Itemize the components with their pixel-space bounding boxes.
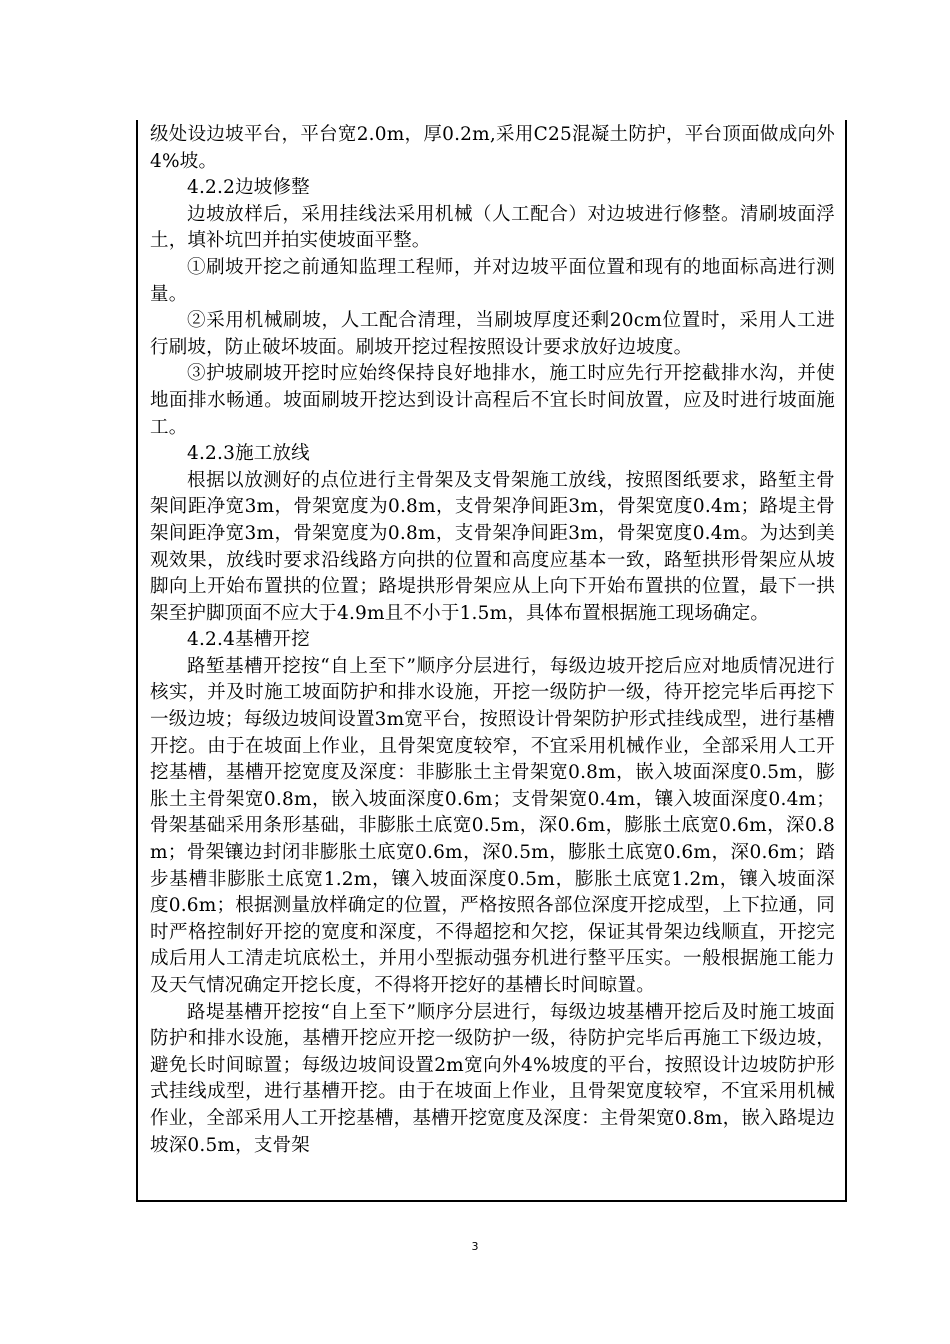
heading-4-2-4: 4.2.4基槽开挖 [187, 629, 310, 651]
document-table-cell [136, 120, 847, 1202]
paragraph-step-1: ①刷坡开挖之前通知监理工程师，并对边坡平面位置和现有的地面标高进行测量。 [150, 256, 835, 305]
paragraph-fill-trench: 路堤基槽开挖按“自上至下”顺序分层进行，每级边坡基槽开挖后及时施工坡面防护和排水设施，基槽开挖应开挖一级防护一级，待防护完毕后再施工下级边坡，避免长时间晾置；每级边坡间设置2m宽向外4%坡度的平台，按照设计边坡防护形式挂线成型，进行基槽开挖。由于在坡面上作业，且骨架宽度较窄，不宜采用机械作业，全部采用人工开挖基槽，基槽开挖宽度及深度：主骨架宽0.8m，嵌入路堤边坡深0.5m，支骨架 [150, 1001, 835, 1156]
heading-4-2-2: 4.2.2边坡修整 [187, 177, 310, 199]
paragraph-step-3: ③护坡刷坡开挖时应始终保持良好地排水，施工时应先行开挖截排水沟，并使地面排水畅通。坡面刷坡开挖达到设计高程后不宜长时间放置，应及时进行坡面施工。 [150, 363, 835, 438]
paragraph-cut-trench: 路堑基槽开挖按“自上至下”顺序分层进行，每级边坡开挖后应对地质情况进行核实，并及时施工坡面防护和排水设施，开挖一级防护一级，待开挖完毕后再挖下一级边坡；每级边坡间设置3m宽平台，按照设计骨架防护形式挂线成型，进行基槽开挖。由于在坡面上作业，且骨架宽度较窄，不宜采用机械作业，全部采用人工开挖基槽，基槽开挖宽度及深度：非膨胀土主骨架宽0.8m，嵌入坡面深度0.5m，膨胀土主骨架宽0.8m，嵌入坡面深度0.6m；支骨架宽0.4m，镶入坡面深度0.4m；骨架基础采用条形基础，非膨胀土底宽0.5m，深0.6m，膨胀土底宽0.6m，深0.8m；骨架镶边封闭非膨胀土底宽0.6m，深0.5m，膨胀土底宽0.6m，深0.6m；踏步基槽非膨胀土底宽1.2m，镶入坡面深度0.5m，膨胀土底宽1.2m，镶入坡面深度0.6m；根据测量放样确定的位置，严格按照各部位深度开挖成型，上下拉通，同时严格控制好开挖的宽度和深度，不得超挖和欠挖，保证其骨架边线顺直，开挖完成后用人工清走坑底松土，并用小型振动强夯机进行整平压实。一般根据施工能力及天气情况确定开挖长度，不得将开挖好的基槽长时间晾置。 [150, 655, 835, 996]
paragraph-layout: 根据以放测好的点位进行主骨架及支骨架施工放线，按照图纸要求，路堑主骨架间距净宽3m，骨架宽度为0.8m，支骨架净间距3m，骨架宽度0.4m；路堤主骨架间距净宽3m，骨架宽度为0.8m，支骨架净间距3m，骨架宽度0.4m。为达到美观效果，放线时要求沿线路方向拱的位置和高度应基本一致，路堑拱形骨架应从坡脚向上开始布置拱的位置；路堤拱形骨架应从上向下开始布置拱的位置，最下一拱架至护脚顶面不应大于4.9m且不小于1.5m，具体布置根据施工现场确定。 [150, 469, 835, 624]
heading-4-2-3: 4.2.3施工放线 [187, 443, 310, 465]
paragraph-slope-trim: 边坡放样后，采用挂线法采用机械（人工配合）对边坡进行修整。清刷坡面浮土，填补坑凹并拍实使坡面平整。 [150, 203, 835, 252]
paragraph-step-2: ②采用机械刷坡，人工配合清理，当刷坡厚度还剩20cm位置时，采用人工进行刷坡，防止破坏坡面。刷坡开挖过程按照设计要求放好边坡度。 [150, 310, 835, 358]
paragraph-platform: 级处设边坡平台，平台宽2.0m，厚0.2m,采用C25混凝土防护，平台顶面做成向外4%坡。 [150, 124, 835, 172]
page-number: 3 [471, 1240, 479, 1253]
